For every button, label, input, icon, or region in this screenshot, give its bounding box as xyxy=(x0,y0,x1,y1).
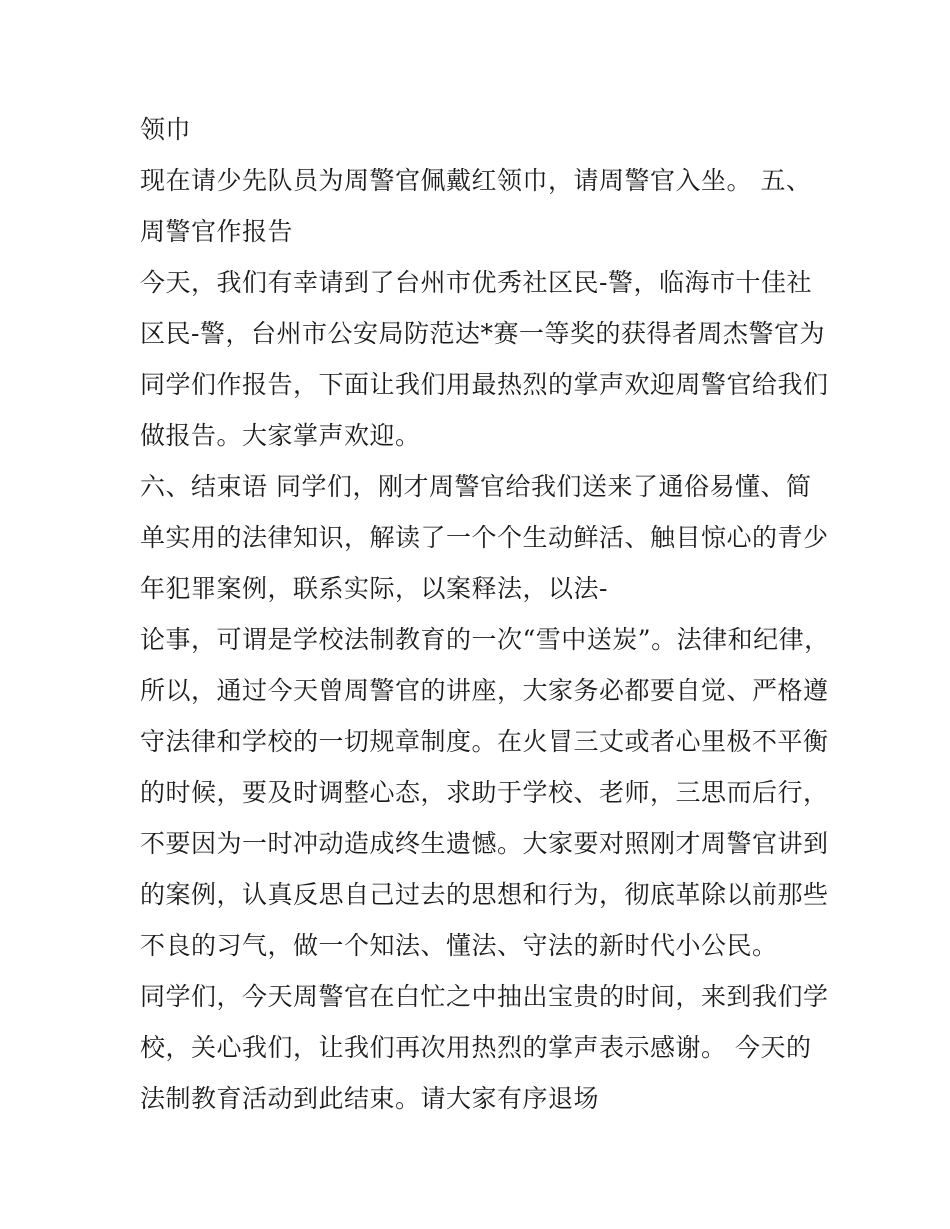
section-heading: 六、结束语 同学们，刚才周警官给我们送来了通俗易懂、简 xyxy=(140,472,812,501)
text-line: 做报告。大家掌声欢迎。 xyxy=(140,421,421,450)
text-line: 论事，可谓是学校法制教育的一次“雪中送炭”。法律和纪律， xyxy=(140,625,830,654)
text-line: 不良的习气，做一个知法、懂法、守法的新时代小公民。 xyxy=(140,931,778,960)
text-line: 年犯罪案例，联系实际，以案释法，以法- xyxy=(140,574,608,603)
text-line: 守法律和学校的一切规章制度。在火冒三丈或者心里极不平衡 xyxy=(140,727,829,756)
text-line: 区民-警，台州市公安局防范达*赛一等奖的获得者周杰警官为 xyxy=(140,319,825,348)
text-line: 的案例，认真反思自己过去的思想和行为，彻底革除以前那些 xyxy=(140,880,829,909)
text-line: 法制教育活动到此结束。请大家有序退场 xyxy=(140,1084,600,1113)
text-line: 所以，通过今天曾周警官的讲座，大家务必都要自觉、严格遵 xyxy=(140,676,829,705)
text-line: 同学们，今天周警官在白忙之中抽出宝贵的时间，来到我们学 xyxy=(140,982,829,1011)
text-line: 单实用的法律知识，解读了一个个生动鲜活、触目惊心的青少 xyxy=(140,523,829,552)
text-line: 今天，我们有幸请到了台州市优秀社区民-警，临海市十佳社 xyxy=(140,268,812,297)
text-line: 同学们作报告，下面让我们用最热烈的掌声欢迎周警官给我们 xyxy=(140,370,829,399)
section-heading: 周警官作报告 xyxy=(140,217,294,246)
text-line: 领巾 xyxy=(140,115,192,144)
text-line: 校，关心我们，让我们再次用热烈的掌声表示感谢。 今天的 xyxy=(140,1033,812,1062)
document-body xyxy=(140,104,830,1124)
text-line: 不要因为一时冲动造成终生遗憾。大家要对照刚才周警官讲到 xyxy=(140,829,829,858)
text-line: 的时候，要及时调整心态，求助于学校、老师，三思而后行， xyxy=(140,778,829,807)
text-line: 现在请少先队员为周警官佩戴红领巾，请周警官入坐。 五、 xyxy=(140,166,812,195)
